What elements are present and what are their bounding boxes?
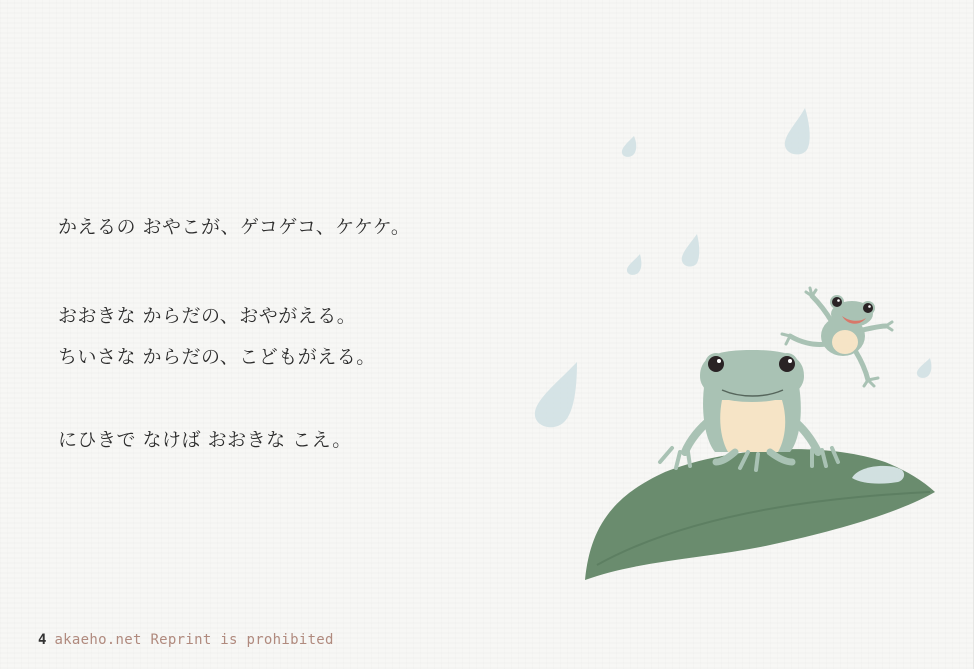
- story-line-3: ちいさな からだの、こどもがえる。: [58, 346, 376, 368]
- page-footer: [38, 632, 334, 648]
- page-number: 4: [38, 632, 47, 648]
- story-line-2: おおきな からだの、おやがえる。: [58, 305, 357, 327]
- copyright-notice: akaeho.net Reprint is prohibited: [54, 632, 334, 648]
- raindrop-icon: [785, 108, 810, 154]
- raindrop-icon: [622, 136, 636, 157]
- raindrop-icon: [535, 362, 577, 427]
- raindrop-icon: [682, 234, 700, 267]
- story-line-1: かえるの おやこが、ゲコゲコ、ケケケ。: [58, 216, 411, 238]
- big-frog: [660, 350, 838, 470]
- leaf: [585, 449, 935, 580]
- raindrop-icon: [627, 254, 641, 275]
- story-line-4: にひきで なけば おおきな こえ。: [58, 429, 352, 451]
- raindrop-icon: [917, 358, 931, 378]
